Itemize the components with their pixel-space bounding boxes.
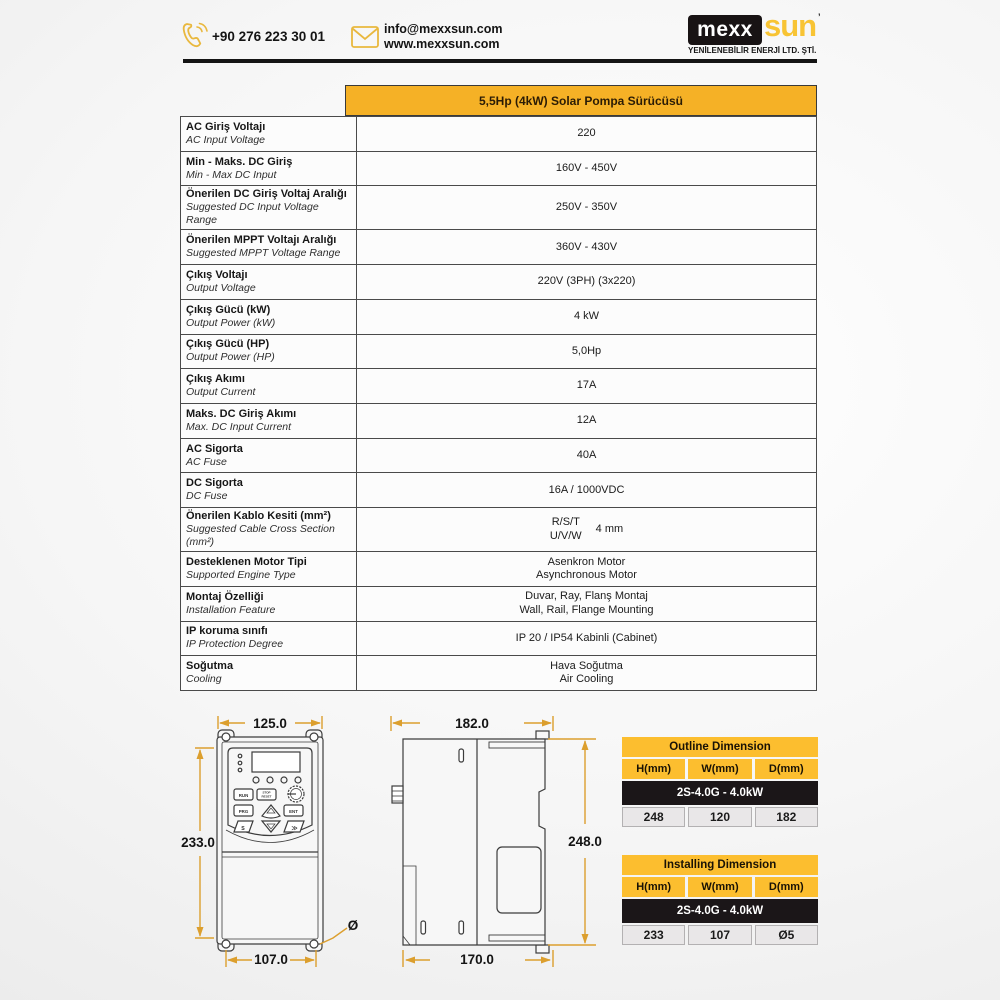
row-label-en: IP Protection Degree — [186, 638, 284, 651]
row-value: Hava Soğutma Air Cooling — [550, 659, 623, 686]
row-label-en: Suggested Cable Cross Section (mm²) — [186, 523, 335, 549]
row-value: R/S/T U/V/W 4 mm — [549, 516, 624, 542]
table-row — [181, 438, 816, 473]
dim-value: Ø5 — [755, 925, 818, 945]
table-row — [181, 655, 816, 690]
row-label-tr: Önerilen DC Giriş Voltaj Aralığı — [186, 188, 347, 201]
phone-number: +90 276 223 30 01 — [212, 29, 325, 44]
phone-icon — [181, 21, 209, 51]
row-label-tr: Önerilen MPPT Voltajı Aralığı — [186, 234, 337, 247]
table-row — [181, 116, 816, 151]
side-depth-dim: 182.0 — [455, 716, 489, 731]
installing-table-headers — [622, 877, 818, 897]
spec-table — [180, 85, 817, 691]
row-label-tr: AC Sigorta — [186, 442, 243, 455]
table-row — [181, 586, 816, 621]
row-label-en: Output Current — [186, 386, 256, 399]
row-value: 5,0Hp — [571, 344, 602, 357]
dim-value: 120 — [688, 807, 751, 827]
table-row — [181, 299, 816, 334]
outline-table-values — [622, 807, 818, 827]
row-label-tr: AC Giriş Voltajı — [186, 120, 266, 133]
keypad-display — [252, 752, 300, 772]
table-row — [181, 185, 816, 229]
row-label-en: Min - Max DC Input — [186, 168, 277, 181]
row-value: 160V - 450V — [555, 161, 618, 174]
spec-table-body — [180, 116, 817, 691]
table-row — [181, 334, 816, 369]
model-band: 2S-4.0G - 4.0kW — [622, 781, 818, 805]
table-row — [181, 151, 816, 186]
col-header: W(mm) — [688, 759, 751, 779]
side-height-dim: 248.0 — [568, 834, 602, 849]
row-label-en: DC Fuse — [186, 490, 228, 503]
col-header: D(mm) — [755, 877, 818, 897]
logo-mexx — [688, 15, 762, 45]
svg-text:RESET: RESET — [261, 794, 272, 799]
dim-value: 182 — [755, 807, 818, 827]
logo-trademark: ’ — [818, 12, 821, 22]
row-label-tr: Çıkış Voltajı — [186, 269, 248, 282]
row-value: 16A / 1000VDC — [548, 483, 625, 496]
row-label-en: AC Fuse — [186, 455, 227, 468]
row-label-en: Installation Feature — [186, 603, 276, 616]
row-label-en: Suggested DC Input Voltage Range — [186, 201, 319, 227]
row-label-tr: Montaj Özelliği — [186, 590, 264, 603]
table-row — [181, 229, 816, 264]
row-value: 360V - 430V — [555, 240, 618, 253]
model-band: 2S-4.0G - 4.0kW — [622, 899, 818, 923]
table-row — [181, 264, 816, 299]
outline-table-title: Outline Dimension — [622, 737, 818, 757]
row-label-en: Output Power (HP) — [186, 351, 275, 364]
hole-diameter-symbol: Ø — [347, 918, 359, 933]
front-view-drawing — [217, 730, 323, 951]
dim-value: 233 — [622, 925, 685, 945]
svg-text:PRG: PRG — [238, 809, 249, 814]
header-divider — [183, 59, 817, 63]
logo-sun-text: sun — [764, 8, 817, 43]
svg-text:STOP: STOP — [262, 790, 271, 795]
row-label-tr: Çıkış Gücü (kW) — [186, 303, 271, 316]
row-label-en: AC Input Voltage — [186, 133, 265, 146]
dim-value: 248 — [622, 807, 685, 827]
front-mount-width-dim: 107.0 — [254, 952, 288, 967]
col-header: W(mm) — [688, 877, 751, 897]
website-url: www.mexxsun.com — [384, 37, 500, 51]
row-label-tr: Önerilen Kablo Kesiti (mm²) — [186, 510, 331, 523]
installing-table-title: Installing Dimension — [622, 855, 818, 875]
row-value: Asenkron Motor Asynchronous Motor — [536, 555, 637, 582]
row-value: 250V - 350V — [555, 201, 618, 214]
row-value: 4 kW — [573, 309, 600, 322]
installing-table-values — [622, 925, 818, 945]
row-label-en: Supported Engine Type — [186, 569, 296, 582]
row-label-tr: Desteklenen Motor Tipi — [186, 556, 307, 569]
email-address: info@mexxsun.com — [384, 22, 503, 36]
row-label-tr: Maks. DC Giriş Akımı — [186, 407, 297, 420]
row-label-tr: Soğutma — [186, 660, 234, 673]
svg-text:≫: ≫ — [291, 826, 298, 832]
spec-table-title: 5,5Hp (4kW) Solar Pompa Sürücüsü — [345, 85, 817, 116]
installing-dimension-table — [622, 855, 818, 945]
svg-text:RUN: RUN — [238, 793, 249, 798]
outline-table-headers — [622, 759, 818, 779]
table-row — [181, 551, 816, 586]
row-value: 220V (3PH) (3x220) — [537, 275, 636, 288]
table-row — [181, 621, 816, 656]
col-header: D(mm) — [755, 759, 818, 779]
front-width-dim: 125.0 — [253, 716, 287, 731]
email-icon — [351, 26, 379, 48]
dim-value: 107 — [688, 925, 751, 945]
row-value: 220 — [577, 127, 596, 140]
logo-tagline: YENİLENEBİLİR ENERJİ LTD. ŞTİ. — [688, 46, 817, 55]
row-label-tr: Çıkış Gücü (HP) — [186, 338, 270, 351]
row-label-en: Cooling — [186, 673, 222, 686]
side-mount-depth-dim: 170.0 — [460, 952, 494, 967]
row-label-tr: DC Sigorta — [186, 477, 243, 490]
svg-text:S: S — [241, 825, 245, 832]
side-view-drawing — [392, 731, 549, 953]
outline-dimension-table — [622, 737, 818, 827]
table-row — [181, 472, 816, 507]
table-row — [181, 368, 816, 403]
row-label-en: Output Voltage — [186, 282, 256, 295]
front-height-dim: 233.0 — [181, 835, 215, 850]
row-label-tr: Çıkış Akımı — [186, 373, 245, 386]
table-row — [181, 507, 816, 551]
row-value: 40A — [576, 448, 597, 461]
row-label-tr: IP koruma sınıfı — [186, 625, 268, 638]
logo-mexx-text: mexx — [697, 18, 753, 41]
row-value: IP 20 / IP54 Kabinli (Cabinet) — [515, 631, 658, 644]
contact-block — [384, 22, 502, 52]
row-value: Duvar, Ray, Flanş Montaj Wall, Rail, Flange Mounting — [519, 590, 654, 616]
dimension-diagrams — [172, 698, 622, 998]
row-label-en: Suggested MPPT Voltage Range — [186, 247, 341, 260]
col-header: H(mm) — [622, 759, 685, 779]
col-header: H(mm) — [622, 877, 685, 897]
row-value: 17A — [576, 379, 597, 392]
row-label-en: Output Power (kW) — [186, 316, 276, 329]
table-row — [181, 403, 816, 438]
row-value: 12A — [576, 414, 597, 427]
svg-text:ENT: ENT — [289, 809, 298, 814]
row-label-en: Max. DC Input Current — [186, 420, 292, 433]
row-label-tr: Min - Maks. DC Giriş — [186, 155, 293, 168]
